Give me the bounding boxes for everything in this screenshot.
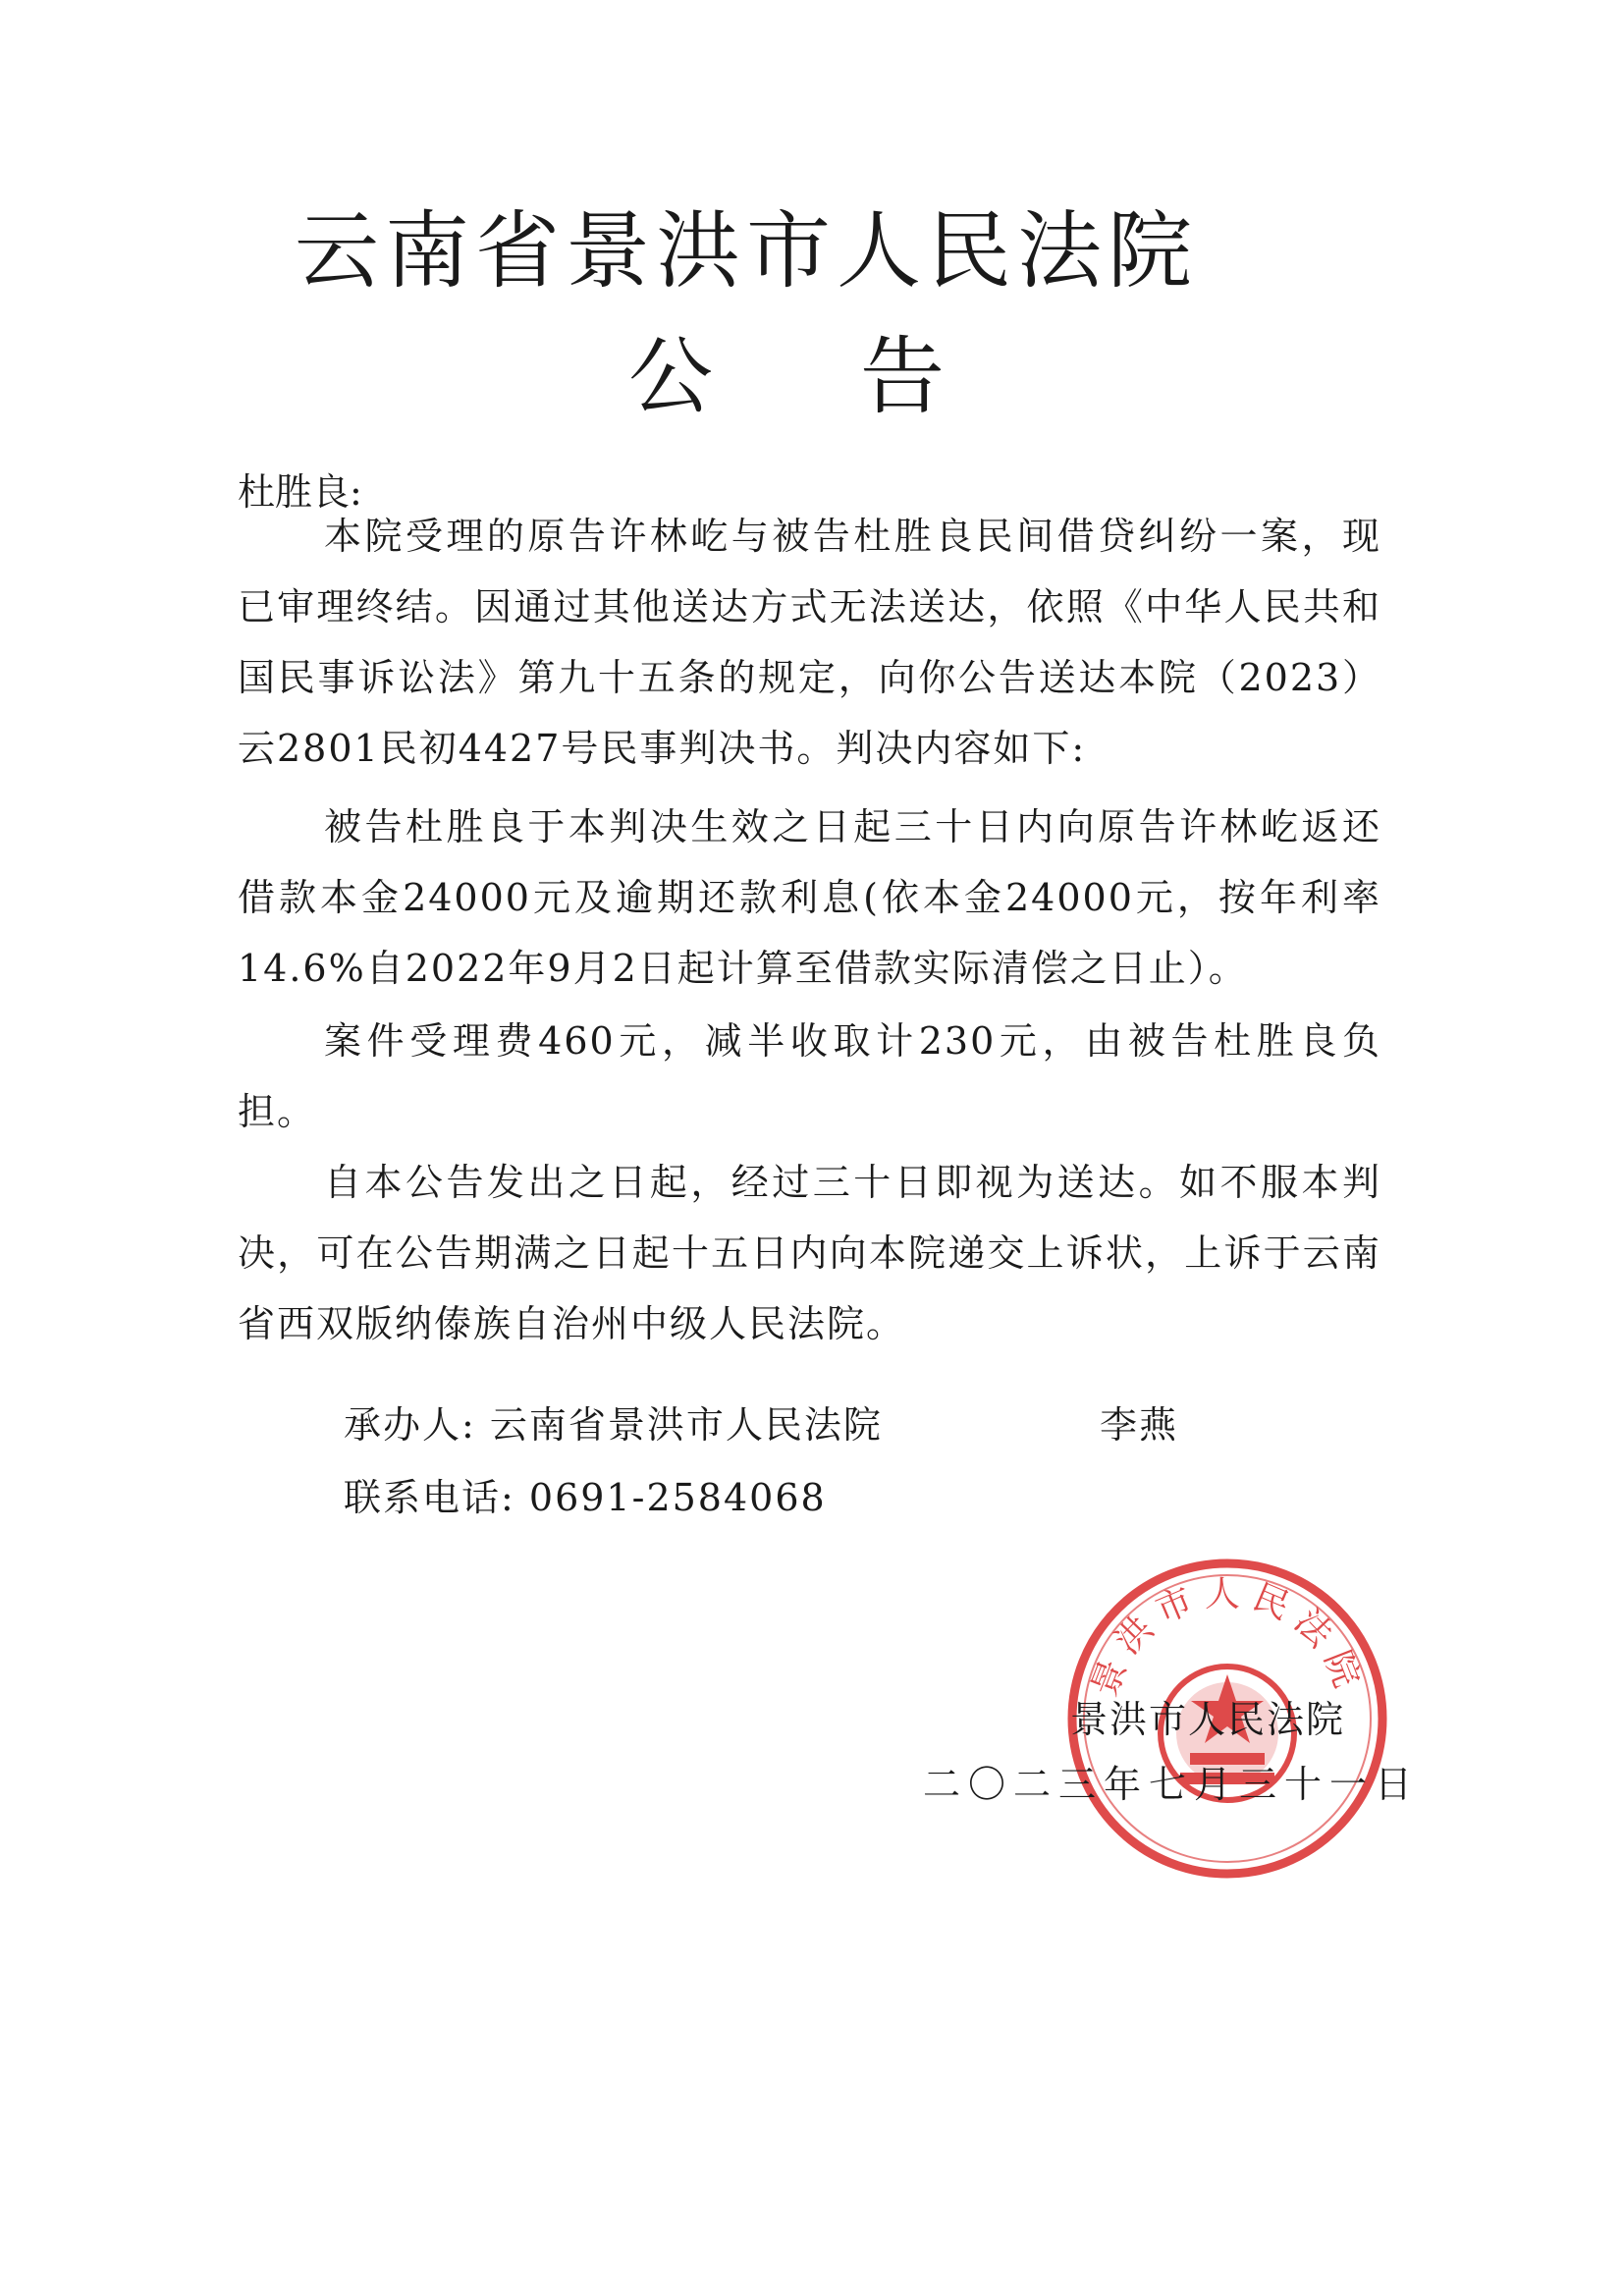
handler-label: 承办人: (344, 1403, 476, 1447)
paragraph-judgment: 被告杜胜良于本判决生效之日起三十日内向原告许林屹返还借款本金24000元及逾期还款利息(依本金24000元，按年利率14.6%自2022年9月2日起计算至借款实际清偿之日止）。 (238, 805, 1381, 990)
handler-row (344, 1394, 883, 1449)
signing-court: 景洪市人民法院 (1070, 1698, 1346, 1741)
handler-org: 云南省景洪市人民法院 (489, 1403, 883, 1447)
phone-label: 联系电话: (344, 1476, 515, 1519)
paragraph-fees: 案件受理费460元，减半收取计230元，由被告杜胜良负担。 (238, 1019, 1381, 1133)
document-type-title: 公告 (628, 328, 1092, 426)
court-name-title: 云南省景洪市人民法院 (295, 202, 1198, 301)
signing-date: 二〇二三年七月三十一日 (923, 1763, 1421, 1806)
paragraph-case-intro: 本院受理的原告许林屹与被告杜胜良民间借贷纠纷一案，现已审理终结。因通过其他送达方式无法送达，依照《中华人民共和国民事诉讼法》第九十五条的规定，向你公告送达本院（2023）云2801民初4427号民事判决书。判决内容如下: (238, 515, 1381, 770)
addressee: 杜胜良: (238, 470, 362, 514)
seal-text: 景洪市人民法院 (1084, 1573, 1371, 1703)
phone-row (344, 1467, 827, 1521)
phone-number: 0691-2584068 (528, 1476, 827, 1519)
handler-name: 李燕 (1100, 1403, 1179, 1447)
paragraph-service-appeal: 自本公告发出之日起，经过三十日即视为送达。如不服本判决，可在公告期满之日起十五日内向本院递交上诉状，上诉于云南省西双版纳傣族自治州中级人民法院。 (238, 1161, 1381, 1345)
